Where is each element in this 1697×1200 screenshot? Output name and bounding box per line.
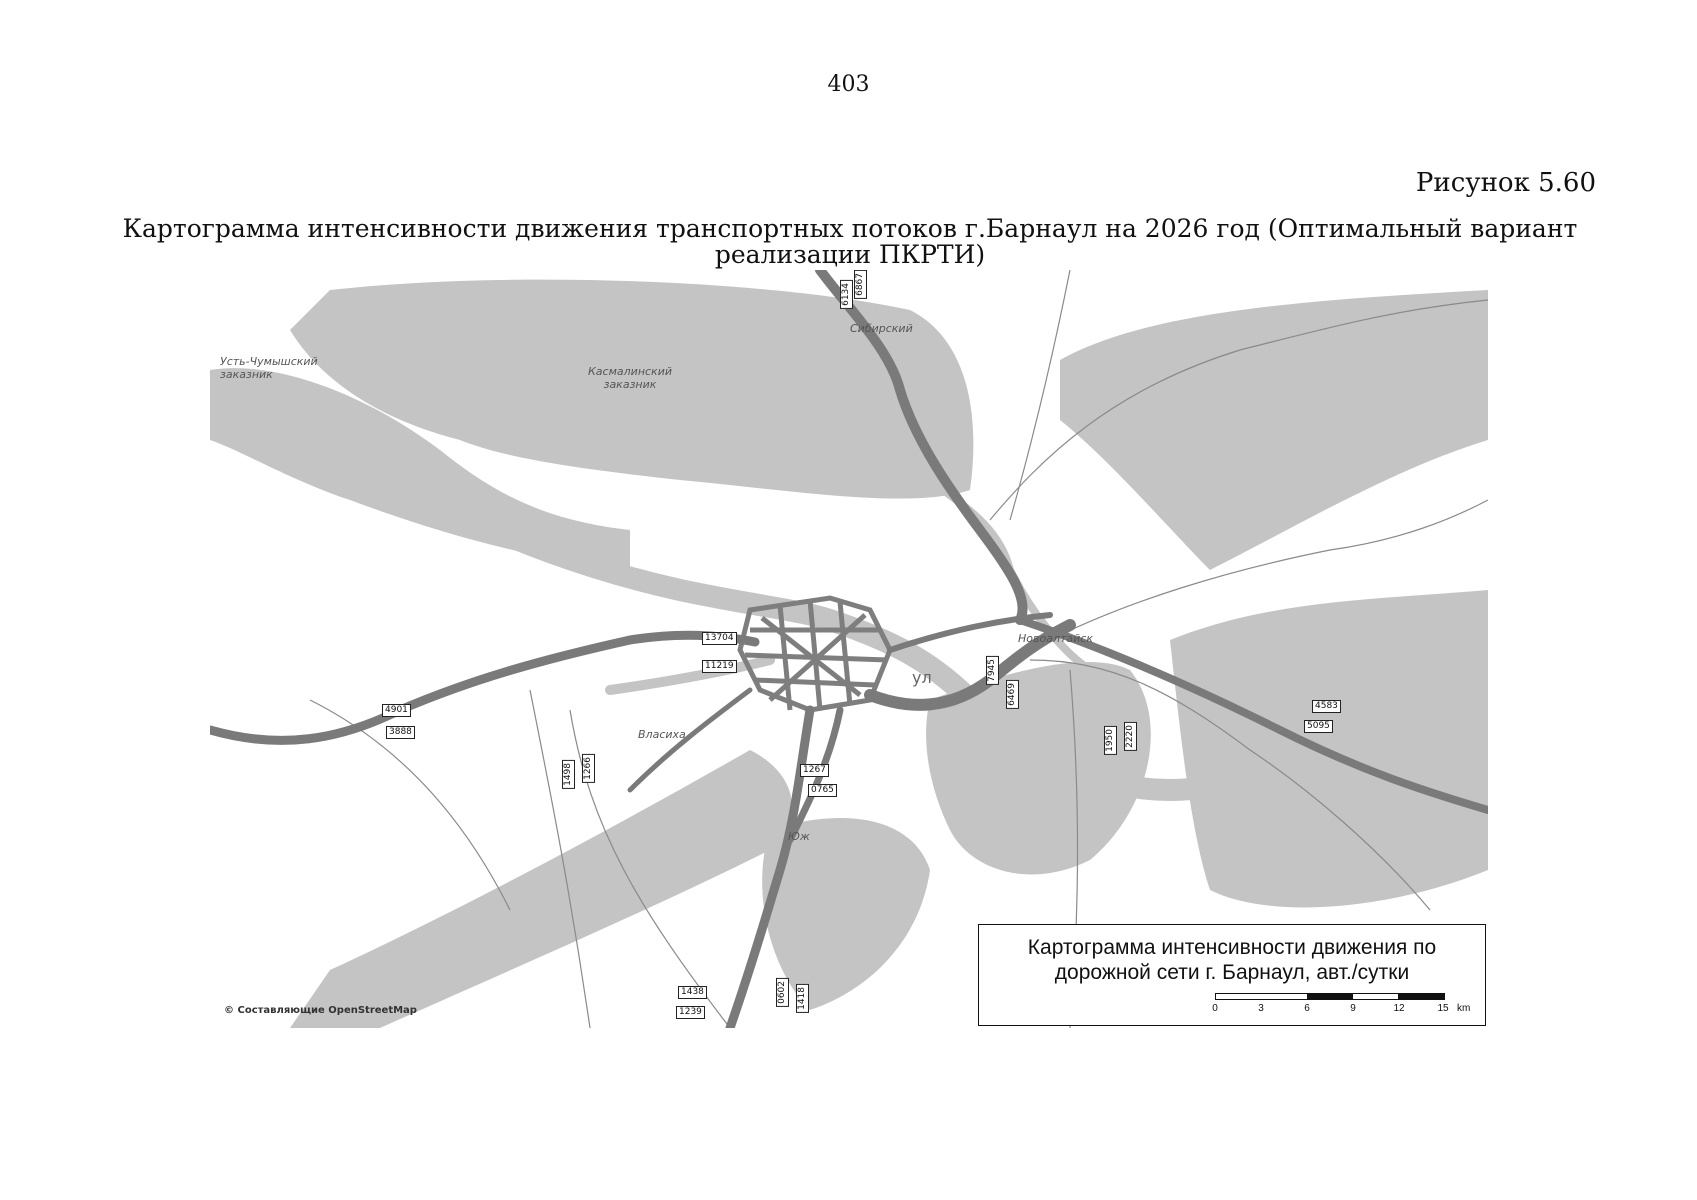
flow-label-s2-b: 1418 xyxy=(796,984,809,1013)
place-kasmalinsky: Касмалинский заказник xyxy=(588,365,672,391)
water-areas xyxy=(210,280,1488,1028)
flow-label-sw-a: 1498 xyxy=(562,760,575,789)
corridor-west xyxy=(210,635,755,740)
place-novoaltaysk: Новоалтайск xyxy=(1018,632,1093,645)
flow-label-west-b: 3888 xyxy=(386,726,415,739)
flow-label-east-a: 1950 xyxy=(1104,726,1117,755)
traffic-map xyxy=(210,270,1488,1028)
flow-label-sw-b: 1266 xyxy=(582,754,595,783)
scale-bar-graphic xyxy=(1215,993,1445,1000)
map-attribution: © Составляющие OpenStreetMap xyxy=(224,1005,417,1016)
legend-title-line1: Картограмма интенсивности движения по xyxy=(1027,936,1437,959)
flow-label-west-in-b: 11219 xyxy=(702,660,737,673)
flow-label-s2-a: 0602 xyxy=(776,978,789,1007)
flow-label-bridge-a: 7945 xyxy=(986,656,999,685)
floodplain-southwest xyxy=(290,750,792,1028)
flow-label-north-a: 6867 xyxy=(854,270,867,299)
place-barnaul: ул xyxy=(912,668,932,687)
place-ust: Усть-Чумышский заказник xyxy=(220,355,318,381)
map-legend xyxy=(978,924,1486,1026)
flow-label-south-a: 1267 xyxy=(800,764,829,777)
place-sibirsky: Сибирский xyxy=(850,322,913,335)
flow-label-west-a: 4901 xyxy=(382,704,411,717)
scale-tick-15: 15 xyxy=(1437,1003,1449,1014)
flow-label-ss-a: 1438 xyxy=(678,986,707,999)
scale-tick-0: 0 xyxy=(1212,1003,1218,1014)
flow-label-ne-b: 5095 xyxy=(1304,720,1333,733)
flow-label-bridge-b: 6469 xyxy=(1006,680,1019,709)
page-number: 403 xyxy=(827,72,870,97)
figure-title: Картограмма интенсивности движения транспортных потоков г.Барнаул на 2026 год (Оптимальный вариант реализации ПКРТИ) xyxy=(122,214,1578,269)
flow-label-south-b: 0765 xyxy=(808,784,837,797)
place-vlasikha: Власиха xyxy=(638,728,686,741)
legend-title xyxy=(979,935,1485,985)
scale-tick-9: 9 xyxy=(1350,1003,1356,1014)
scale-unit: km xyxy=(1457,1003,1471,1014)
place-yuzhny: Юж xyxy=(788,830,810,843)
legend-title-line2: дорожной сети г. Барнаул, авт./сутки xyxy=(1054,961,1410,984)
flow-label-west-in-a: 13704 xyxy=(702,632,737,645)
flow-label-ss-b: 1239 xyxy=(676,1006,705,1019)
map-canvas xyxy=(210,270,1488,1028)
flow-label-east-b: 2220 xyxy=(1124,722,1137,751)
flow-label-ne-a: 4583 xyxy=(1312,700,1341,713)
scale-tick-6: 6 xyxy=(1304,1003,1310,1014)
flow-label-north-b: 6134 xyxy=(840,280,853,309)
scale-tick-3: 3 xyxy=(1258,1003,1264,1014)
scale-bar xyxy=(1212,993,1471,1023)
scale-tick-12: 12 xyxy=(1393,1003,1405,1014)
figure-label: Рисунок 5.60 xyxy=(1415,168,1596,198)
